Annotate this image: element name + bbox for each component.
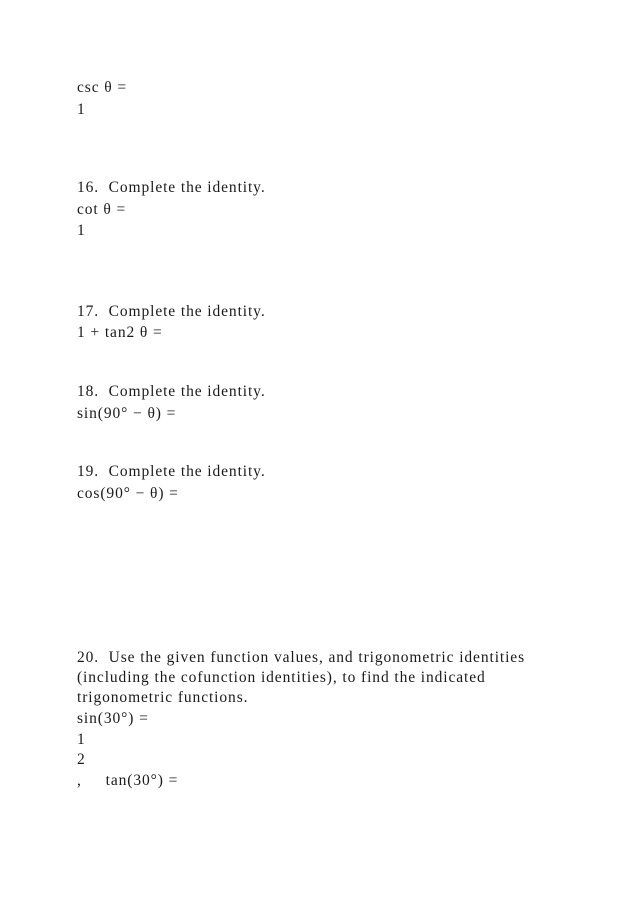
q15-csc-label: csc θ = [77,79,128,96]
q16-cot-label: cot θ = [77,201,127,218]
q20-prompt-line1: 20. Use the given function values, and trigonometric identities [77,649,526,666]
q18-prompt: 18. Complete the identity. [77,383,266,400]
q15-numerator: 1 [77,101,86,118]
q17-prompt: 17. Complete the identity. [77,303,266,320]
q20-prompt-line2: (including the cofunction identities), to find the indicated [77,669,486,686]
q20-tan-label: , tan(30°) = [77,772,179,789]
q20-prompt-line3: trigonometric functions. [77,689,249,706]
q19-prompt: 19. Complete the identity. [77,463,266,480]
q18-expression: sin(90° − θ) = [77,405,177,422]
q20-sin-label: sin(30°) = [77,710,149,727]
q20-denominator: 2 [77,751,86,768]
q20-numerator: 1 [77,731,86,748]
q19-expression: cos(90° − θ) = [77,485,179,502]
q16-numerator: 1 [77,222,86,239]
q16-prompt: 16. Complete the identity. [77,179,266,196]
q17-expression: 1 + tan2 θ = [77,324,163,341]
